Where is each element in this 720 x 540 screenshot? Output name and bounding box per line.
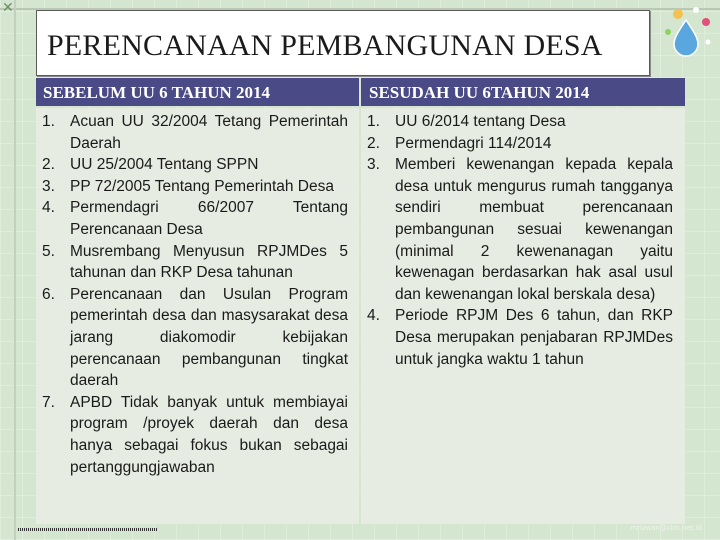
item-number: 6. <box>42 285 55 303</box>
list-item <box>40 284 348 392</box>
item-number: 5. <box>42 242 55 260</box>
item-text: UU 25/2004 Tentang SPPN <box>70 156 259 174</box>
page-title: PERENCANAAN PEMBANGUNAN DESA <box>47 29 603 62</box>
frame-line-left <box>14 0 16 540</box>
item-text: Memberi kewenangan kepada kepala desa untuk mengurus rumah tangganya sendiri membuat perencanaan pembangunan sesuai kewenangan (minimal 2 kewenanagan yaitu kewenagan berdasarkan hak asal usul dan kewenangan lokal berskala desa) <box>395 156 673 303</box>
list-item <box>40 241 348 284</box>
item-number: 7. <box>42 393 55 411</box>
list-item <box>365 133 673 155</box>
item-number: 1. <box>42 113 55 130</box>
close-x-icon: ✕ <box>2 0 14 16</box>
item-text: Acuan UU 32/2004 Tetang Pemerintah Daerah <box>70 113 348 152</box>
header-after: SESUDAH UU 6TAHUN 2014 <box>361 78 685 106</box>
list-item <box>40 154 348 176</box>
item-text: Permendagri 66/2007 Tentang Perencanaan Desa <box>70 199 348 238</box>
list-item <box>40 176 348 198</box>
item-text: Musrembang Menyusun RPJMDes 5 tahunan dan RKP Desa tahunan <box>70 242 348 282</box>
comparison-table <box>36 78 685 524</box>
item-text: UU 6/2014 tentang Desa <box>395 113 566 130</box>
item-number: 3. <box>367 156 380 174</box>
item-text: Periode RPJM Des 6 tahun, dan RKP Desa merupakan penjabaran RPJMDes untuk jangka waktu 1 tahun <box>395 307 673 368</box>
list-item <box>365 154 673 305</box>
item-number: 3. <box>42 177 55 195</box>
list-item <box>365 111 673 133</box>
list-after <box>365 111 673 370</box>
title-box <box>36 10 650 76</box>
list-item <box>365 305 673 370</box>
item-number: 4. <box>42 199 55 217</box>
item-text: Perencanaan dan Usulan Program pemerintah desa dan masysarakat desa jarang diakomodir kebijakan perencanaan pembangunan tingkat daerah <box>70 285 348 390</box>
item-number: 4. <box>367 307 380 325</box>
item-text: APBD Tidak banyak untuk membiayai program /proyek daerah dan desa hanya sebagai fokus bukan sebagai pertanggungjawaban <box>70 393 348 476</box>
item-text: PP 72/2005 Tentang Pemerintah Desa <box>70 177 334 195</box>
list-item <box>40 111 348 154</box>
item-number: 2. <box>367 134 380 152</box>
item-number: 1. <box>367 113 380 130</box>
item-text: Permendagri 114/2014 <box>395 134 552 152</box>
list-item <box>40 197 348 240</box>
header-before: SEBELUM UU 6 TAHUN 2014 <box>36 78 359 106</box>
footer-dotted-line <box>18 528 158 531</box>
footer-credit: mrizwan@cbn.net.id <box>630 524 702 532</box>
cell-before <box>36 108 359 524</box>
list-before <box>40 111 348 478</box>
water-drop-sparkle-icon <box>656 2 716 60</box>
list-item <box>40 392 348 478</box>
cell-after <box>361 108 685 524</box>
item-number: 2. <box>42 156 55 174</box>
